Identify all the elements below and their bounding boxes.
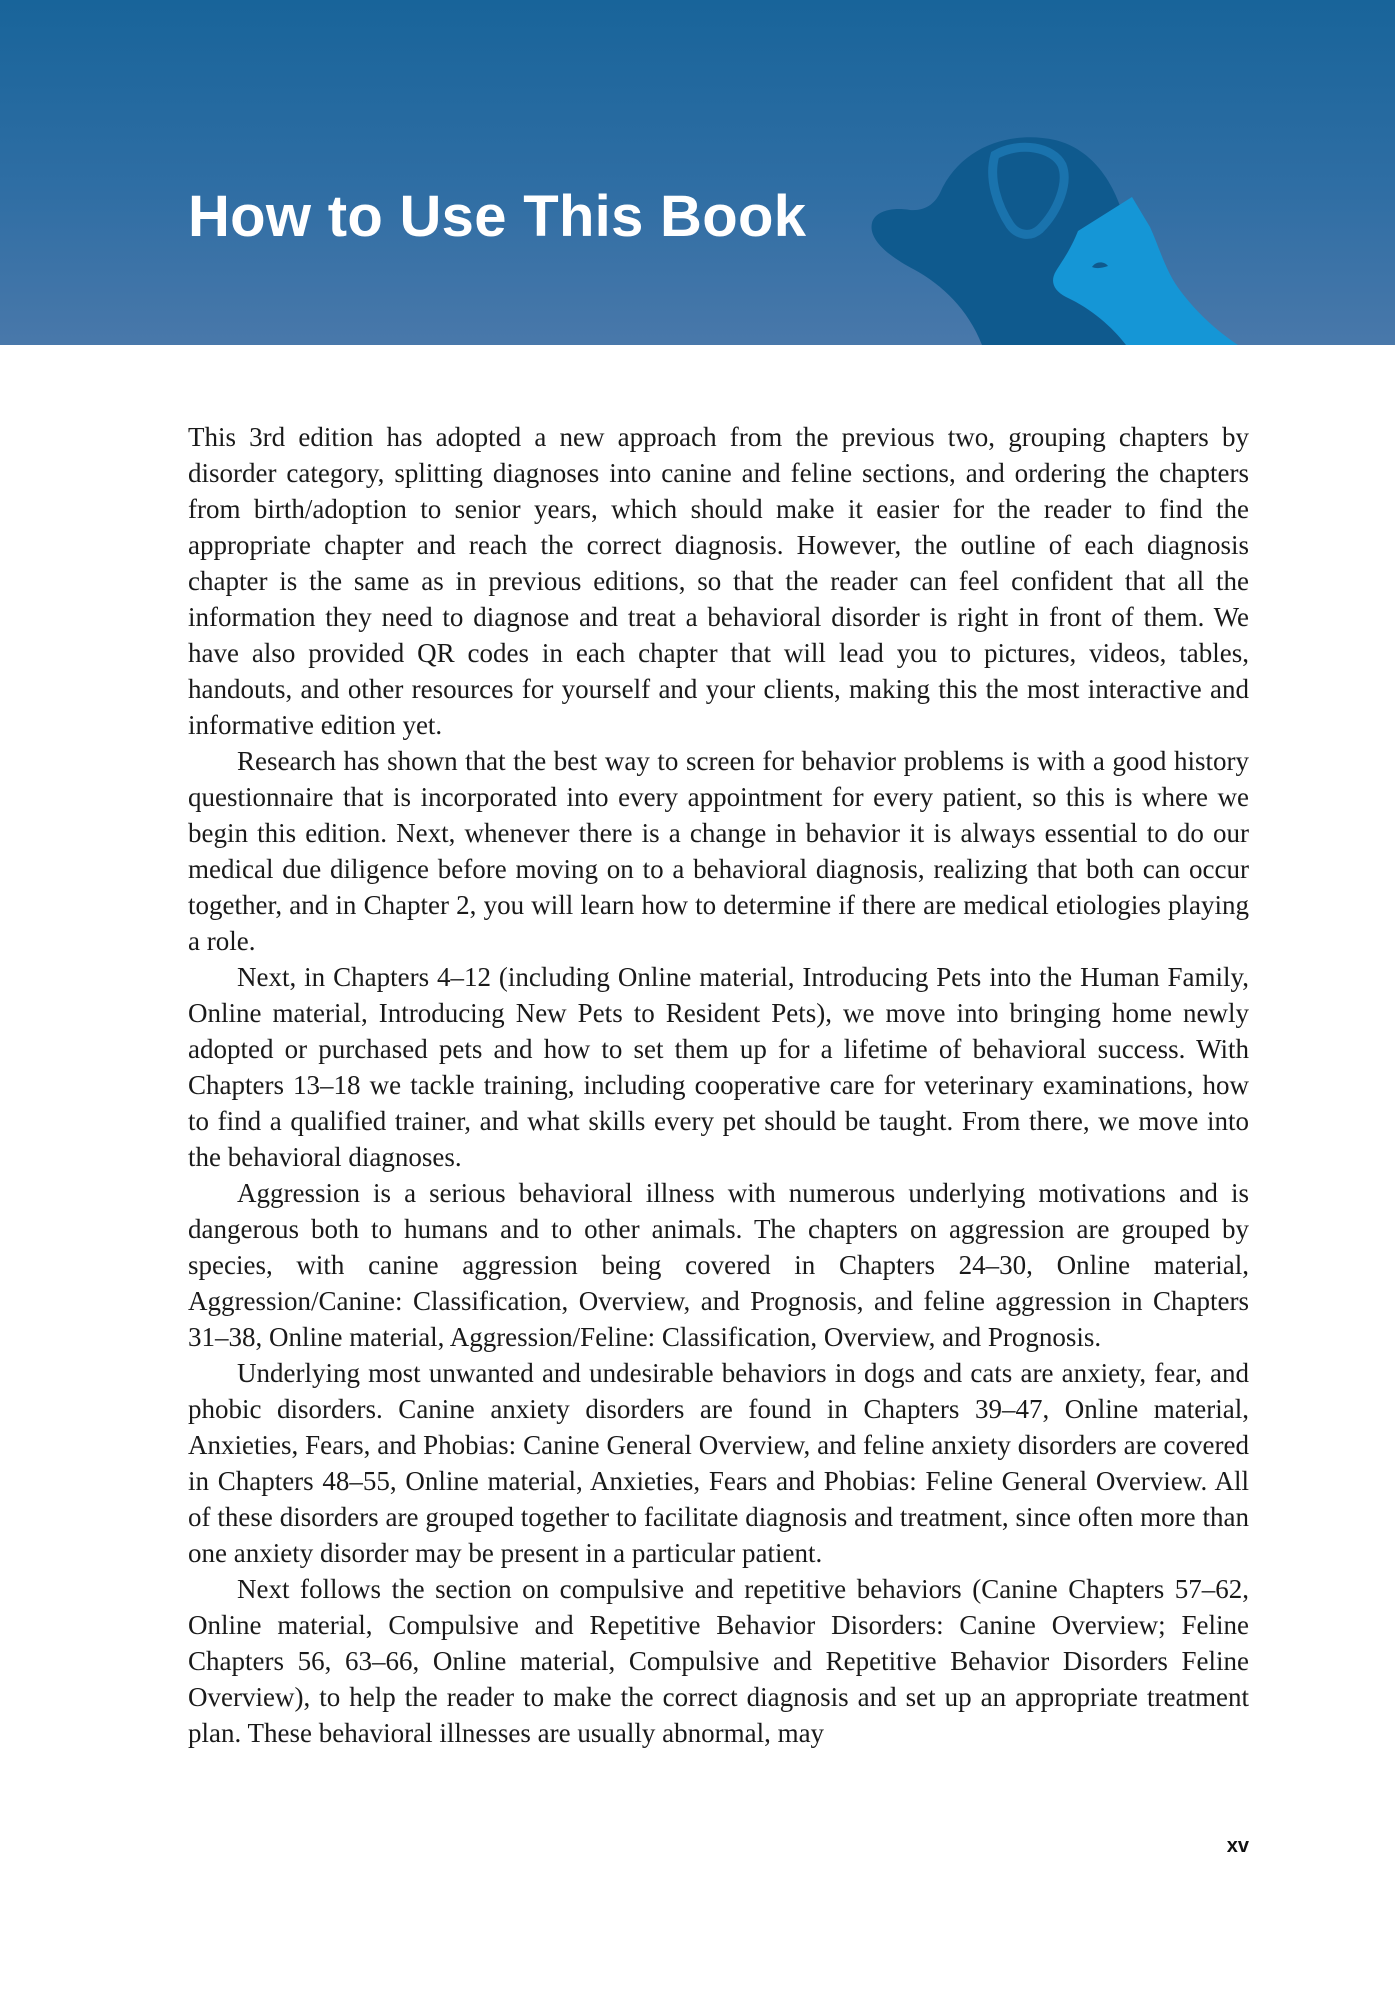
page-title: How to Use This Book: [188, 184, 807, 249]
body-paragraph: Research has shown that the best way to screen for behavior problems is with a good history questionnaire that is incorporated into every appointment for every patient, so this is where we begin this edition. Next, whenever there is a change in behavior it is always essential to do our medical due diligence before moving on to a behavioral diagnosis, realizing that both can occur together, and in Chapter 2, you will learn how to determine if there are medical etiologies playing a role.: [188, 746, 1249, 956]
body-paragraph: Next, in Chapters 4–12 (including Online material, Introducing Pets into the Human Family, Online material, Introducing New Pets to Resident Pets), we move into bringing home newly adopted or purchased pets and how to set them up for a lifetime of behavioral success. With Chapters 13–18 we tackle training, including cooperative care for veterinary examinations, how to find a qualified trainer, and what skills every pet should be taught. From there, we move into the behavioral diagnoses.: [188, 962, 1249, 1172]
body-text: [188, 419, 1249, 1751]
chapter-header-banner: [0, 0, 1395, 345]
body-paragraph: This 3rd edition has adopted a new approach from the previous two, grouping chapters by disorder category, splitting diagnoses into canine and feline sections, and ordering the chapters from birth/adoption to senior years, which should make it easier for the reader to find the appropriate chapter and reach the correct diagnosis. However, the outline of each diagnosis chapter is the same as in previous editions, so that the reader can feel confident that all the information they need to diagnose and treat a behavioral disorder is right in front of them. We have also provided QR codes in each chapter that will lead you to pictures, videos, tables, handouts, and other resources for yourself and your clients, making this the most interactive and informative edition yet.: [188, 422, 1249, 740]
dog-and-cat-illustration: [870, 125, 1250, 345]
body-paragraph: Next follows the section on compulsive and repetitive behaviors (Canine Chapters 57–62, Online material, Compulsive and Repetitive Behavior Disorders: Canine Overview; Feline Chapters 56, 63–66, Online material, Compulsive and Repetitive Behavior Disorders Feline Overview), to help the reader to make the correct diagnosis and set up an appropriate treatment plan. These behavioral illnesses are usually abnormal, may: [188, 1574, 1249, 1748]
body-paragraph: Aggression is a serious behavioral illness with numerous underlying motivations and is dangerous both to humans and to other animals. The chapters on aggression are grouped by species, with canine aggression being covered in Chapters 24–30, Online material, Aggression/Canine: Classification, Overview, and Prognosis, and feline aggression in Chapters 31–38, Online material, Aggression/Feline: Classification, Overview, and Prognosis.: [188, 1178, 1249, 1352]
page-number: xv: [1226, 1835, 1249, 1857]
body-paragraph: Underlying most unwanted and undesirable behaviors in dogs and cats are anxiety, fear, and phobic disorders. Canine anxiety disorders are found in Chapters 39–47, Online material, Anxieties, Fears, and Phobias: Canine General Overview, and feline anxiety disorders are covered in Chapters 48–55, Online material, Anxieties, Fears and Phobias: Feline General Overview. All of these disorders are grouped together to facilitate diagnosis and treatment, since often more than one anxiety disorder may be present in a particular patient.: [188, 1358, 1249, 1568]
